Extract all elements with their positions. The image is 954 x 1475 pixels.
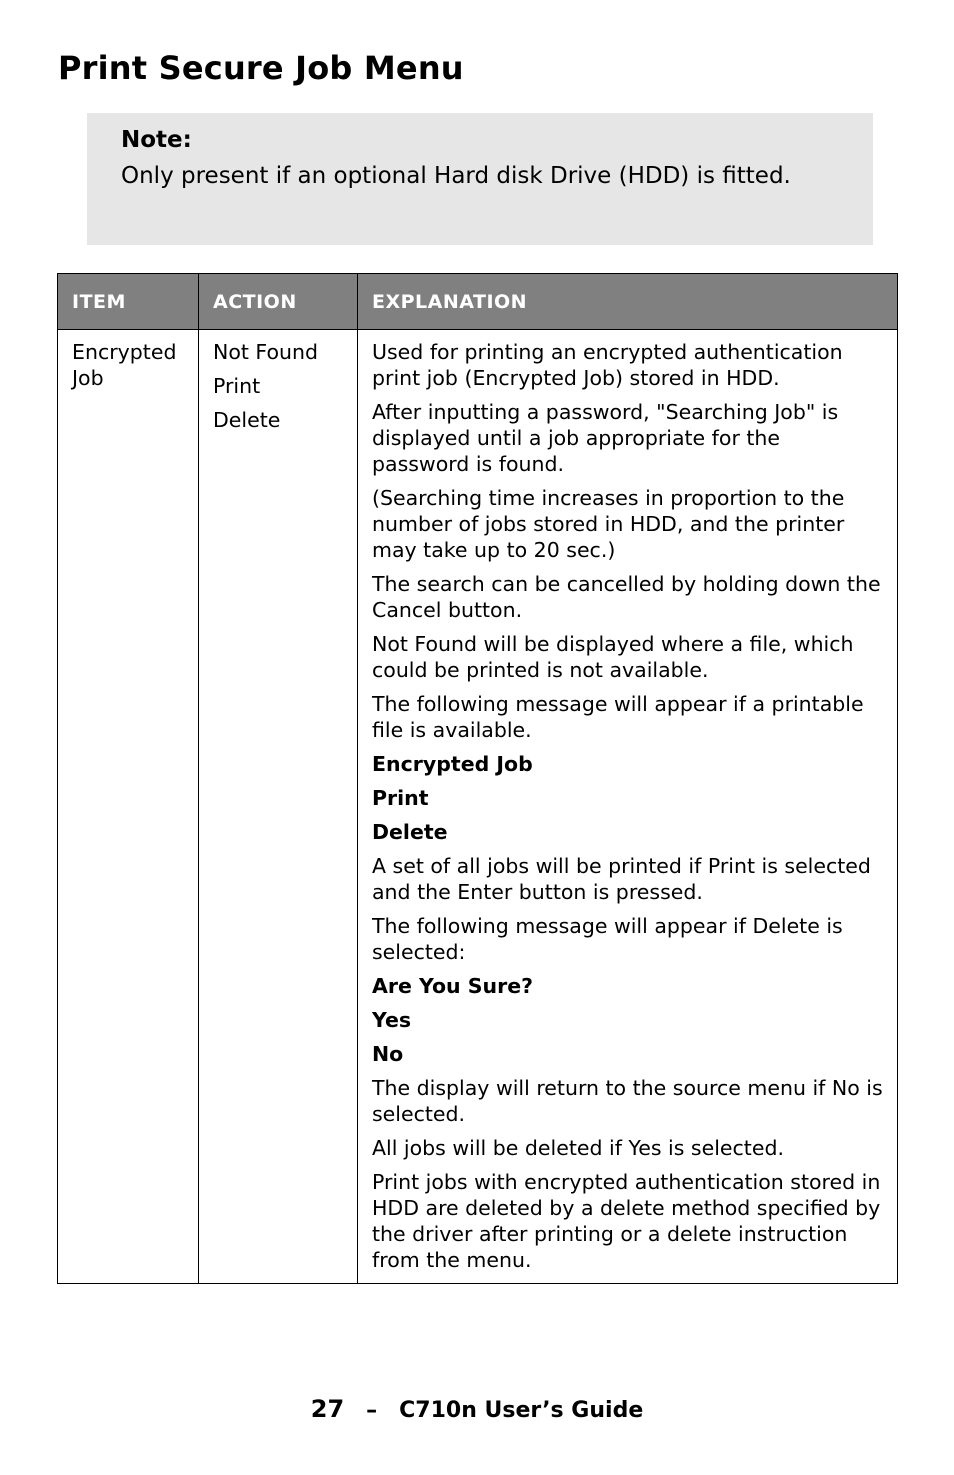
action-option: Print (213, 374, 261, 398)
page-footer (0, 1393, 954, 1427)
explanation-paragraph: Encrypted Job (372, 752, 533, 776)
explanation-paragraph: The search can be cancelled by holding down the Cancel button. (372, 572, 881, 622)
page-title: Print Secure Job Menu (58, 49, 464, 87)
explanation-paragraph: A set of all jobs will be printed if Print is selected and the Enter button is pressed. (372, 854, 871, 904)
action-option: Not Found (213, 340, 319, 364)
explanation-paragraph: Yes (372, 1008, 412, 1032)
action-option: Delete (213, 408, 281, 432)
note-label: Note: (121, 127, 192, 153)
explanation-paragraph: All jobs will be deleted if Yes is selected. (372, 1136, 784, 1160)
action-cell (199, 330, 358, 1284)
menu-table (57, 273, 898, 1284)
explanation-paragraph: After inputting a password, "Searching Job" is displayed until a job appropriate for the password is found. (372, 400, 839, 476)
explanation-paragraph: Are You Sure? (372, 974, 534, 998)
explanation-paragraph: Used for printing an encrypted authentication print job (Encrypted Job) stored in HDD. (372, 340, 843, 390)
note-text: Only present if an optional Hard disk Drive (HDD) is fitted. (121, 163, 791, 189)
item-cell (58, 330, 199, 1284)
page-number: 27 (310, 1395, 345, 1423)
explanation-paragraph: The following message will appear if Delete is selected: (372, 914, 843, 964)
header-item: ITEM (58, 274, 199, 330)
table-row (58, 330, 898, 1284)
item-name: Encrypted Job (72, 340, 177, 390)
guide-title: C710n User’s Guide (399, 1398, 644, 1423)
table-header-row (58, 274, 898, 330)
header-explanation: EXPLANATION (358, 274, 898, 330)
note-box (87, 113, 873, 245)
explanation-paragraph: Not Found will be displayed where a file, which could be printed is not available. (372, 632, 854, 682)
explanation-cell (358, 330, 898, 1284)
header-action: ACTION (199, 274, 358, 330)
explanation-paragraph: The display will return to the source menu if No is selected. (372, 1076, 883, 1126)
footer-separator: – (366, 1398, 378, 1423)
explanation-paragraph: Delete (372, 820, 448, 844)
explanation-paragraph: No (372, 1042, 404, 1066)
explanation-paragraph: Print (372, 786, 429, 810)
explanation-paragraph: (Searching time increases in proportion to the number of jobs stored in HDD, and the printer may take up to 20 sec.) (372, 486, 845, 562)
explanation-paragraph: Print jobs with encrypted authentication stored in HDD are deleted by a delete method specified by the driver after printing or a delete instruction from the menu. (372, 1170, 881, 1272)
explanation-paragraph: The following message will appear if a printable file is available. (372, 692, 864, 742)
